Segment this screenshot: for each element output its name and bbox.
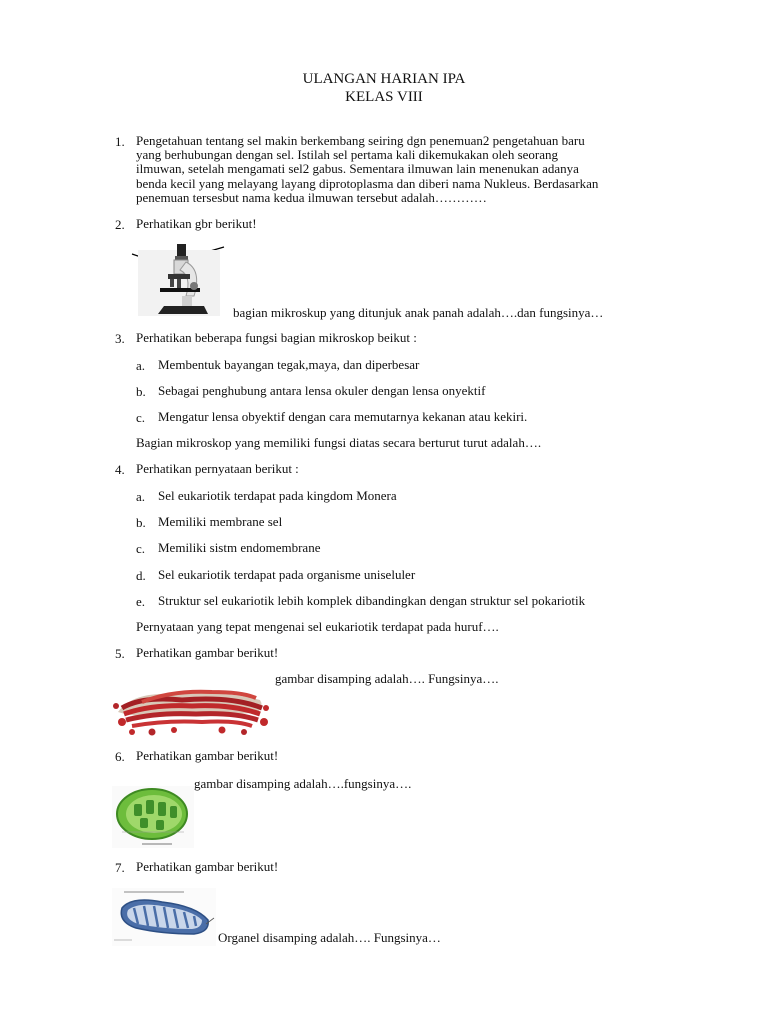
question-6-caption: gambar disamping adalah….fungsinya…. — [194, 776, 412, 791]
chloroplast-image — [112, 786, 194, 848]
page-subtitle: KELAS VIII — [345, 89, 423, 105]
option-letter: a. — [136, 489, 146, 504]
question-number: 2. — [115, 217, 125, 232]
mitochondria-image — [112, 888, 216, 946]
question-7-text: Perhatikan gambar berikut! — [136, 859, 279, 874]
option-letter: c. — [136, 541, 146, 556]
option-text: Memiliki sistm endomembrane — [158, 540, 321, 555]
question-1-text — [136, 134, 681, 205]
question-number: 7. — [115, 860, 125, 875]
question-7-caption: Organel disamping adalah…. Fungsinya… — [218, 930, 441, 945]
option-text: Struktur sel eukariotik lebih komplek dibandingkan dengan struktur sel pokariotik — [158, 593, 586, 608]
question-number: 4. — [115, 462, 125, 477]
golgi-apparatus-image — [112, 678, 272, 738]
option-text: Sebagai penghubung antara lensa okuler dengan lensa onyektif — [158, 383, 486, 398]
option-letter: b. — [136, 384, 146, 399]
option-letter: c. — [136, 410, 146, 425]
question-number: 5. — [115, 646, 125, 661]
question-1-line: yang berhubungan dengan sel. Istilah sel pertama kali dikemukakan oleh seorang — [136, 147, 559, 163]
question-1-line: benda kecil yang melayang layang diprotoplasma dan diberi nama Nukleus. Berdasarkan — [136, 175, 599, 191]
option-text: Sel eukariotik terdapat pada kingdom Monera — [158, 488, 397, 503]
question-number: 1. — [115, 134, 125, 149]
question-2-text: Perhatikan gbr berikut! — [136, 216, 257, 231]
question-number: 3. — [115, 331, 125, 346]
page-title: ULANGAN HARIAN IPA — [302, 71, 466, 87]
question-2-caption: bagian mikroskup yang ditunjuk anak panah adalah….dan fungsinya… — [233, 305, 604, 320]
option-text: Mengatur lensa obyektif dengan cara memutarnya kekanan atau kekiri. — [158, 409, 528, 424]
option-text: Membentuk bayangan tegak,maya, dan diperbesar — [158, 357, 420, 372]
question-1-line: Pengetahuan tentang sel makin berkembang seiring dgn penemuan2 pengetahuan baru — [136, 133, 585, 148]
question-3-closing: Bagian mikroskop yang memiliki fungsi diatas secara berturut turut adalah…. — [136, 435, 542, 450]
microscope-image — [128, 240, 228, 318]
option-letter: b. — [136, 515, 146, 530]
question-number: 6. — [115, 749, 125, 764]
question-5-text: Perhatikan gambar berikut! — [136, 645, 279, 660]
option-text: Sel eukariotik terdapat pada organisme uniseluler — [158, 567, 416, 582]
option-text: Memiliki membrane sel — [158, 514, 283, 529]
option-letter: e. — [136, 594, 146, 609]
question-5-caption: gambar disamping adalah…. Fungsinya…. — [275, 671, 499, 686]
question-1-line: ilmuwan, setelah mengamati sel2 gabus. Sementara ilmuwan lain menenukan adanya — [136, 161, 579, 177]
question-4-text: Perhatikan pernyataan berikut : — [136, 461, 299, 476]
option-letter: a. — [136, 358, 146, 373]
question-3-text: Perhatikan beberapa fungsi bagian mikroskop beikut : — [136, 330, 417, 345]
question-4-closing: Pernyataan yang tepat mengenai sel eukariotik terdapat pada huruf…. — [136, 619, 499, 634]
option-letter: d. — [136, 568, 146, 583]
question-6-text: Perhatikan gambar berikut! — [136, 748, 279, 763]
question-1-line: penemuan tersesbut nama kedua ilmuwan tersebut adalah………… — [136, 189, 487, 205]
